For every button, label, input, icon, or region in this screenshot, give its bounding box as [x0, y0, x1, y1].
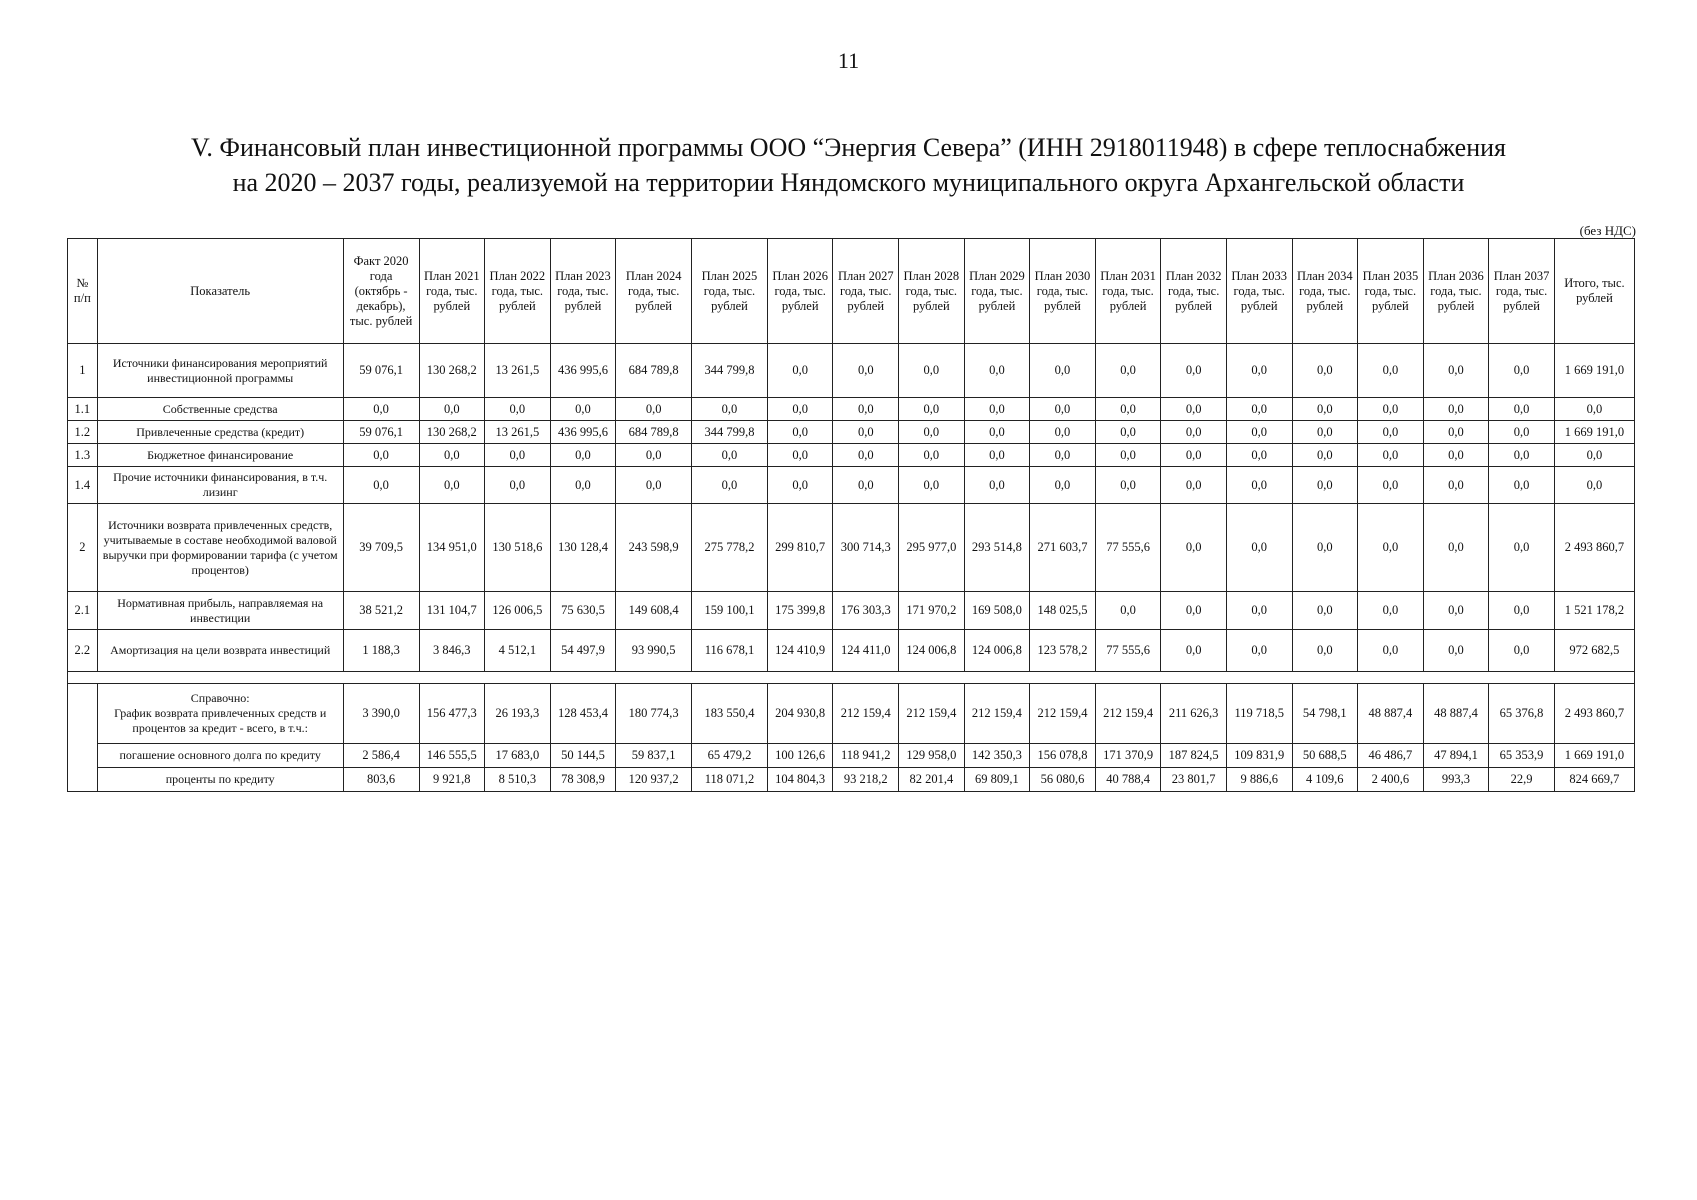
value-cell: 300 714,3: [833, 504, 899, 592]
value-cell: 2 400,6: [1358, 768, 1424, 792]
spacer-cell: [68, 672, 1635, 684]
value-cell: 0,0: [1489, 630, 1555, 672]
table-row: [68, 344, 1635, 398]
value-cell: 38 521,2: [343, 592, 419, 630]
value-cell: 156 078,8: [1030, 744, 1096, 768]
value-cell: 344 799,8: [692, 344, 768, 398]
value-cell: 0,0: [1095, 398, 1161, 421]
reference-sub-label: погашение основного долга по кредиту: [97, 744, 343, 768]
value-cell: 1 669 191,0: [1554, 421, 1634, 444]
value-cell: 0,0: [964, 444, 1030, 467]
table-row: [68, 504, 1635, 592]
value-cell: 0,0: [1030, 467, 1096, 504]
column-header: План 2033 года, тыс. рублей: [1226, 239, 1292, 344]
value-cell: 130 128,4: [550, 504, 616, 592]
value-cell: 169 508,0: [964, 592, 1030, 630]
value-cell: 104 804,3: [767, 768, 833, 792]
value-cell: 0,0: [899, 444, 965, 467]
value-cell: 0,0: [1095, 592, 1161, 630]
value-cell: 4 512,1: [485, 630, 551, 672]
reference-label-line-2: График возврата привлеченных средств и процентов за кредит - всего, в т.ч.:: [114, 706, 327, 735]
row-label: Нормативная прибыль, направляемая на инвестиции: [97, 592, 343, 630]
value-cell: 0,0: [1030, 344, 1096, 398]
row-label: Амортизация на цели возврата инвестиций: [97, 630, 343, 672]
value-cell: 180 774,3: [616, 684, 692, 744]
row-number: 1.3: [68, 444, 98, 467]
value-cell: 116 678,1: [692, 630, 768, 672]
value-cell: 3 390,0: [343, 684, 419, 744]
value-cell: 0,0: [833, 398, 899, 421]
table-row: [68, 398, 1635, 421]
value-cell: 0,0: [1226, 467, 1292, 504]
reference-number-cell: [68, 684, 98, 792]
value-cell: 0,0: [899, 467, 965, 504]
table-row: [68, 421, 1635, 444]
value-cell: 0,0: [1161, 467, 1227, 504]
value-cell: 171 370,9: [1095, 744, 1161, 768]
value-cell: 48 887,4: [1358, 684, 1424, 744]
value-cell: 0,0: [1226, 444, 1292, 467]
value-cell: 149 608,4: [616, 592, 692, 630]
value-cell: 0,0: [485, 444, 551, 467]
value-cell: 22,9: [1489, 768, 1555, 792]
row-label: Источники финансирования мероприятий инвестиционной программы: [97, 344, 343, 398]
value-cell: 1 188,3: [343, 630, 419, 672]
value-cell: 69 809,1: [964, 768, 1030, 792]
reference-sub-row: [68, 744, 1635, 768]
value-cell: 124 006,8: [964, 630, 1030, 672]
value-cell: 0,0: [1030, 421, 1096, 444]
column-header: План 2034 года, тыс. рублей: [1292, 239, 1358, 344]
table-row: [68, 467, 1635, 504]
value-cell: 0,0: [1358, 444, 1424, 467]
value-cell: 0,0: [1489, 344, 1555, 398]
value-cell: 0,0: [1292, 467, 1358, 504]
column-header: План 2028 года, тыс. рублей: [899, 239, 965, 344]
value-cell: 0,0: [833, 421, 899, 444]
value-cell: 0,0: [899, 421, 965, 444]
value-cell: 0,0: [692, 467, 768, 504]
value-cell: 0,0: [1423, 630, 1489, 672]
value-cell: 131 104,7: [419, 592, 485, 630]
spacer-row: [68, 672, 1635, 684]
value-cell: 0,0: [485, 467, 551, 504]
value-cell: 684 789,8: [616, 344, 692, 398]
value-cell: 0,0: [1423, 398, 1489, 421]
value-cell: 0,0: [1358, 504, 1424, 592]
value-cell: 344 799,8: [692, 421, 768, 444]
value-cell: 0,0: [767, 467, 833, 504]
value-cell: 126 006,5: [485, 592, 551, 630]
value-cell: 0,0: [1161, 398, 1227, 421]
value-cell: 0,0: [833, 344, 899, 398]
reference-sub-row: [68, 768, 1635, 792]
value-cell: 0,0: [1292, 630, 1358, 672]
header-row: [68, 239, 1635, 344]
column-header: План 2036 года, тыс. рублей: [1423, 239, 1489, 344]
value-cell: 46 486,7: [1358, 744, 1424, 768]
value-cell: 65 479,2: [692, 744, 768, 768]
value-cell: 0,0: [1292, 344, 1358, 398]
value-cell: 0,0: [1226, 398, 1292, 421]
value-cell: 0,0: [1095, 444, 1161, 467]
row-number: 2: [68, 504, 98, 592]
value-cell: 0,0: [550, 444, 616, 467]
value-cell: 176 303,3: [833, 592, 899, 630]
row-number: 1.4: [68, 467, 98, 504]
value-cell: 59 076,1: [343, 421, 419, 444]
column-header: План 2027 года, тыс. рублей: [833, 239, 899, 344]
value-cell: 0,0: [692, 398, 768, 421]
value-cell: 0,0: [899, 398, 965, 421]
value-cell: 972 682,5: [1554, 630, 1634, 672]
value-cell: 0,0: [1161, 421, 1227, 444]
value-cell: 0,0: [1489, 467, 1555, 504]
value-cell: 0,0: [1226, 421, 1292, 444]
reference-sub-label: проценты по кредиту: [97, 768, 343, 792]
value-cell: 65 353,9: [1489, 744, 1555, 768]
value-cell: 0,0: [1423, 444, 1489, 467]
value-cell: 0,0: [343, 467, 419, 504]
column-header: План 2030 года, тыс. рублей: [1030, 239, 1096, 344]
column-header: План 2032 года, тыс. рублей: [1161, 239, 1227, 344]
reference-label-line-1: Справочно:: [190, 691, 250, 705]
value-cell: 54 497,9: [550, 630, 616, 672]
value-cell: 0,0: [1226, 344, 1292, 398]
value-cell: 77 555,6: [1095, 630, 1161, 672]
value-cell: 124 411,0: [833, 630, 899, 672]
value-cell: 0,0: [343, 444, 419, 467]
row-label: Собственные средства: [97, 398, 343, 421]
value-cell: 50 144,5: [550, 744, 616, 768]
column-header: План 2037 года, тыс. рублей: [1489, 239, 1555, 344]
value-cell: 78 308,9: [550, 768, 616, 792]
value-cell: 204 930,8: [767, 684, 833, 744]
column-header: План 2031 года, тыс. рублей: [1095, 239, 1161, 344]
value-cell: 123 578,2: [1030, 630, 1096, 672]
value-cell: 0,0: [1489, 444, 1555, 467]
value-cell: 0,0: [550, 467, 616, 504]
value-cell: 119 718,5: [1226, 684, 1292, 744]
value-cell: 0,0: [419, 444, 485, 467]
value-cell: 2 586,4: [343, 744, 419, 768]
column-header: № п/п: [68, 239, 98, 344]
value-cell: 0,0: [964, 467, 1030, 504]
column-header: План 2035 года, тыс. рублей: [1358, 239, 1424, 344]
row-number: 2.1: [68, 592, 98, 630]
value-cell: 146 555,5: [419, 744, 485, 768]
value-cell: 142 350,3: [964, 744, 1030, 768]
vat-note: (без НДС): [1579, 223, 1636, 238]
value-cell: 82 201,4: [899, 768, 965, 792]
row-label: Привлеченные средства (кредит): [97, 421, 343, 444]
value-cell: 1 669 191,0: [1554, 344, 1634, 398]
value-cell: 0,0: [767, 398, 833, 421]
value-cell: 212 159,4: [833, 684, 899, 744]
value-cell: 0,0: [767, 344, 833, 398]
value-cell: 100 126,6: [767, 744, 833, 768]
document-title: [60, 130, 1637, 200]
value-cell: 0,0: [616, 398, 692, 421]
value-cell: 3 846,3: [419, 630, 485, 672]
table-row: [68, 592, 1635, 630]
value-cell: 59 837,1: [616, 744, 692, 768]
row-label: Бюджетное финансирование: [97, 444, 343, 467]
value-cell: 156 477,3: [419, 684, 485, 744]
value-cell: 128 453,4: [550, 684, 616, 744]
value-cell: 295 977,0: [899, 504, 965, 592]
column-header: План 2029 года, тыс. рублей: [964, 239, 1030, 344]
value-cell: 0,0: [1358, 630, 1424, 672]
value-cell: 0,0: [1423, 592, 1489, 630]
value-cell: 0,0: [899, 344, 965, 398]
value-cell: 0,0: [1226, 630, 1292, 672]
value-cell: 243 598,9: [616, 504, 692, 592]
value-cell: 293 514,8: [964, 504, 1030, 592]
value-cell: 0,0: [1161, 504, 1227, 592]
value-cell: 0,0: [964, 398, 1030, 421]
column-header: План 2022 года, тыс. рублей: [485, 239, 551, 344]
value-cell: 0,0: [1292, 504, 1358, 592]
table-row: [68, 630, 1635, 672]
value-cell: 0,0: [1423, 504, 1489, 592]
column-header: Показатель: [97, 239, 343, 344]
value-cell: 803,6: [343, 768, 419, 792]
row-number: 1: [68, 344, 98, 398]
reference-label: [97, 684, 343, 744]
value-cell: 65 376,8: [1489, 684, 1555, 744]
value-cell: 0,0: [1489, 504, 1555, 592]
value-cell: 159 100,1: [692, 592, 768, 630]
value-cell: 75 630,5: [550, 592, 616, 630]
value-cell: 47 894,1: [1423, 744, 1489, 768]
value-cell: 124 410,9: [767, 630, 833, 672]
value-cell: 54 798,1: [1292, 684, 1358, 744]
value-cell: 0,0: [1358, 592, 1424, 630]
row-label: Источники возврата привлеченных средств, учитываемые в составе необходимой валовой выручки при формировании тарифа (с учетом процентов): [97, 504, 343, 592]
value-cell: 0,0: [767, 421, 833, 444]
value-cell: 0,0: [1292, 421, 1358, 444]
value-cell: 17 683,0: [485, 744, 551, 768]
value-cell: 684 789,8: [616, 421, 692, 444]
value-cell: 0,0: [1489, 592, 1555, 630]
value-cell: 993,3: [1423, 768, 1489, 792]
value-cell: 0,0: [964, 344, 1030, 398]
value-cell: 0,0: [1554, 467, 1634, 504]
column-header: План 2023 года, тыс. рублей: [550, 239, 616, 344]
value-cell: 23 801,7: [1161, 768, 1227, 792]
table-row: [68, 444, 1635, 467]
value-cell: 13 261,5: [485, 344, 551, 398]
value-cell: 134 951,0: [419, 504, 485, 592]
value-cell: 824 669,7: [1554, 768, 1634, 792]
value-cell: 0,0: [1358, 421, 1424, 444]
column-header: План 2025 года, тыс. рублей: [692, 239, 768, 344]
value-cell: 171 970,2: [899, 592, 965, 630]
row-label: Прочие источники финансирования, в т.ч. лизинг: [97, 467, 343, 504]
value-cell: 130 268,2: [419, 344, 485, 398]
row-number: 1.1: [68, 398, 98, 421]
value-cell: 48 887,4: [1423, 684, 1489, 744]
title-line-1: V. Финансовый план инвестиционной программы ООО “Энергия Севера” (ИНН 2918011948) в сфере теплоснабжения: [191, 133, 1506, 162]
value-cell: 39 709,5: [343, 504, 419, 592]
value-cell: 109 831,9: [1226, 744, 1292, 768]
row-number: 1.2: [68, 421, 98, 444]
column-header: Факт 2020 года (октябрь - декабрь), тыс. рублей: [343, 239, 419, 344]
value-cell: 9 921,8: [419, 768, 485, 792]
value-cell: 0,0: [1423, 467, 1489, 504]
value-cell: 0,0: [419, 398, 485, 421]
value-cell: 0,0: [1161, 592, 1227, 630]
value-cell: 212 159,4: [1095, 684, 1161, 744]
value-cell: 4 109,6: [1292, 768, 1358, 792]
value-cell: 212 159,4: [964, 684, 1030, 744]
value-cell: 1 669 191,0: [1554, 744, 1634, 768]
value-cell: 436 995,6: [550, 421, 616, 444]
value-cell: 436 995,6: [550, 344, 616, 398]
value-cell: 299 810,7: [767, 504, 833, 592]
value-cell: 120 937,2: [616, 768, 692, 792]
value-cell: 0,0: [1030, 398, 1096, 421]
value-cell: 0,0: [1292, 592, 1358, 630]
value-cell: 59 076,1: [343, 344, 419, 398]
value-cell: 9 886,6: [1226, 768, 1292, 792]
value-cell: 0,0: [833, 444, 899, 467]
value-cell: 130 268,2: [419, 421, 485, 444]
value-cell: 0,0: [833, 467, 899, 504]
value-cell: 0,0: [550, 398, 616, 421]
value-cell: 93 218,2: [833, 768, 899, 792]
column-header: План 2026 года, тыс. рублей: [767, 239, 833, 344]
value-cell: 13 261,5: [485, 421, 551, 444]
value-cell: 212 159,4: [1030, 684, 1096, 744]
value-cell: 0,0: [1095, 421, 1161, 444]
value-cell: 0,0: [419, 467, 485, 504]
value-cell: 0,0: [1358, 398, 1424, 421]
title-line-2: на 2020 – 2037 годы, реализуемой на территории Няндомского муниципального округа Архангельской области: [232, 168, 1465, 197]
value-cell: 0,0: [692, 444, 768, 467]
value-cell: 40 788,4: [1095, 768, 1161, 792]
value-cell: 124 006,8: [899, 630, 965, 672]
value-cell: 0,0: [1358, 467, 1424, 504]
value-cell: 93 990,5: [616, 630, 692, 672]
value-cell: 0,0: [1423, 421, 1489, 444]
value-cell: 0,0: [1161, 630, 1227, 672]
value-cell: 0,0: [1226, 504, 1292, 592]
value-cell: 118 071,2: [692, 768, 768, 792]
value-cell: 26 193,3: [485, 684, 551, 744]
value-cell: 0,0: [964, 421, 1030, 444]
value-cell: 0,0: [1489, 398, 1555, 421]
value-cell: 0,0: [767, 444, 833, 467]
column-header: План 2021 года, тыс. рублей: [419, 239, 485, 344]
value-cell: 130 518,6: [485, 504, 551, 592]
value-cell: 0,0: [1554, 398, 1634, 421]
value-cell: 50 688,5: [1292, 744, 1358, 768]
value-cell: 0,0: [1226, 592, 1292, 630]
value-cell: 129 958,0: [899, 744, 965, 768]
financial-plan-table: [67, 238, 1635, 792]
value-cell: 211 626,3: [1161, 684, 1227, 744]
value-cell: 175 399,8: [767, 592, 833, 630]
value-cell: 2 493 860,7: [1554, 504, 1634, 592]
reference-row: [68, 684, 1635, 744]
value-cell: 183 550,4: [692, 684, 768, 744]
value-cell: 0,0: [343, 398, 419, 421]
value-cell: 0,0: [1358, 344, 1424, 398]
value-cell: 0,0: [1554, 444, 1634, 467]
page-number: 11: [837, 48, 860, 73]
value-cell: 212 159,4: [899, 684, 965, 744]
value-cell: 2 493 860,7: [1554, 684, 1634, 744]
value-cell: 148 025,5: [1030, 592, 1096, 630]
column-header: План 2024 года, тыс. рублей: [616, 239, 692, 344]
value-cell: 0,0: [1095, 467, 1161, 504]
value-cell: 8 510,3: [485, 768, 551, 792]
value-cell: 56 080,6: [1030, 768, 1096, 792]
value-cell: 0,0: [616, 467, 692, 504]
value-cell: 275 778,2: [692, 504, 768, 592]
value-cell: 0,0: [1423, 344, 1489, 398]
value-cell: 77 555,6: [1095, 504, 1161, 592]
value-cell: 0,0: [1489, 421, 1555, 444]
value-cell: 0,0: [1292, 398, 1358, 421]
value-cell: 0,0: [1095, 344, 1161, 398]
value-cell: 0,0: [616, 444, 692, 467]
value-cell: 0,0: [1161, 444, 1227, 467]
value-cell: 187 824,5: [1161, 744, 1227, 768]
value-cell: 118 941,2: [833, 744, 899, 768]
row-number: 2.2: [68, 630, 98, 672]
value-cell: 271 603,7: [1030, 504, 1096, 592]
value-cell: 1 521 178,2: [1554, 592, 1634, 630]
column-header: Итого, тыс. рублей: [1554, 239, 1634, 344]
value-cell: 0,0: [1161, 344, 1227, 398]
value-cell: 0,0: [1292, 444, 1358, 467]
value-cell: 0,0: [1030, 444, 1096, 467]
value-cell: 0,0: [485, 398, 551, 421]
